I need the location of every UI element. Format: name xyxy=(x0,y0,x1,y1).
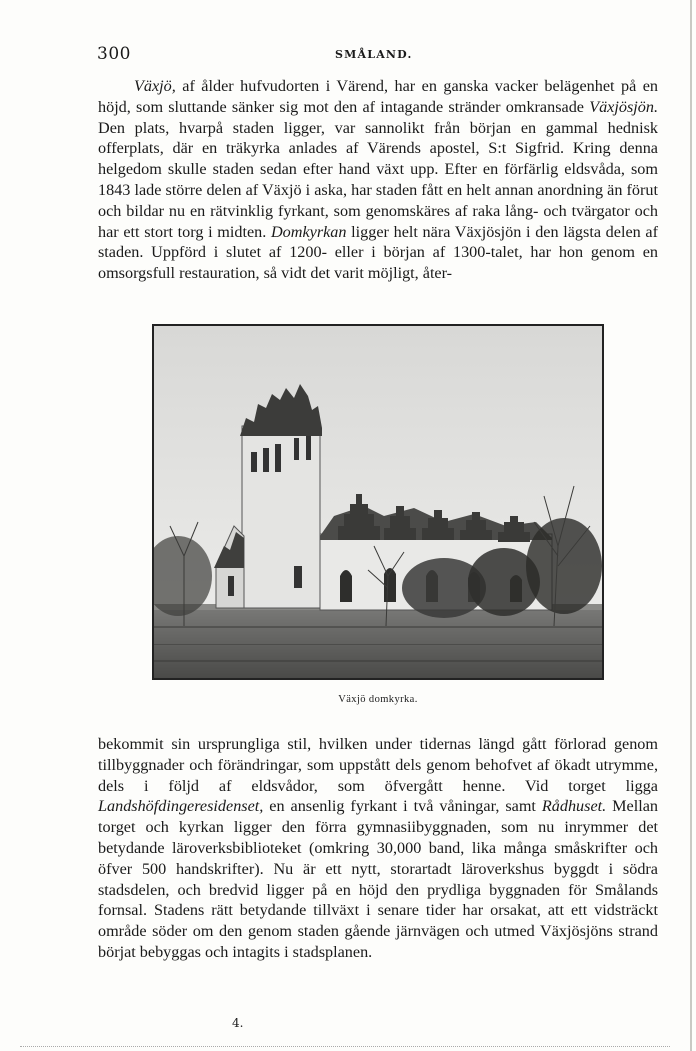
signature-mark: 4. xyxy=(232,1016,244,1030)
page-header xyxy=(97,44,657,66)
paragraph-1-text-b: Den plats, hvarpå staden ligger, var sannolikt från början en gammal hednisk offerplats, där en träkyrka anlades af Värends apostel, S:t Sigfrid. Kring denna helgedom skulle staden sedan efter hand växt upp. Efter en förfärlig eldsvåda, som 1843 lade större delen af Växjö i aska, har staden fått en helt annan anordning än förut och bildar nu en rätvinklig fyrkant, som genomskäres af raka lång- och tvärgator och har ett stort torg i midten. xyxy=(98,118,658,241)
paragraph-2-text-a: bekommit sin ursprungliga stil, hvilken under tidernas längd gått förlorad genom tillbyggnader och förändringar, som uppstått dels genom behofvet af ökadt utrymme, dels i följd af eldsvådor, som öfvergått henne. Vid torget ligga xyxy=(98,735,658,795)
place-name-vaxjosjon: Växjösjön. xyxy=(589,97,658,116)
page-number: 300 xyxy=(97,44,131,64)
running-head: SMÅLAND. xyxy=(335,48,413,61)
place-name-vaxjo: Växjö, xyxy=(134,77,176,95)
bottom-rule xyxy=(20,1046,670,1048)
page-edge xyxy=(690,0,692,1051)
paragraph-2-text-b: en ansenlig fyrkant i två våningar, samt xyxy=(263,797,542,816)
figure-caption: Växjö domkyrka. xyxy=(338,694,418,705)
place-name-landshofdingeresidenset: Landshöfdingeresidenset, xyxy=(98,797,264,816)
cathedral-photograph xyxy=(152,324,604,680)
paragraph-1-text-c: ligger helt nära Växjösjön i den lägsta delen af staden. Uppförd i slutet af 1200- eller i början af 1300-talet, har hon genom en omsorgsfull restauration, så vidt det varit möjligt, åter- xyxy=(98,222,658,283)
paragraph-1-text-a: af ålder hufvudorten i Värend, har en ganska vacker belägenhet på en höjd, som sluttande sänker sig mot den af intagande stränder omkransade xyxy=(98,77,658,116)
paragraph-2-text-c: Mellan torget och kyrkan ligger den förra gymnasiibyggnaden, som nu inrymmer det betydande läroverksbiblioteket (omkring 30,000 band, lika många småskrifter och öfver 500 handskrifter). Nu är ett nytt, storartadt läroverkshus byggdt i södra stadsdelen, och bredvid ligger på en höjd den prydliga byggnaden för Smålands fornsal. Stadens rätt betydande tillväxt i senare tider har orsakat, att ett vidsträckt område söder om den genom staden gående järnvägen och utmed Växjösjöns strand börjat bebyggas och intagits i stadsplanen. xyxy=(98,797,658,961)
place-name-radhuset: Rådhuset. xyxy=(541,797,607,816)
paragraph-1 xyxy=(98,76,658,284)
place-name-domkyrkan: Domkyrkan xyxy=(270,222,347,241)
cathedral-illustration xyxy=(154,326,602,678)
paragraph-2 xyxy=(98,734,658,963)
